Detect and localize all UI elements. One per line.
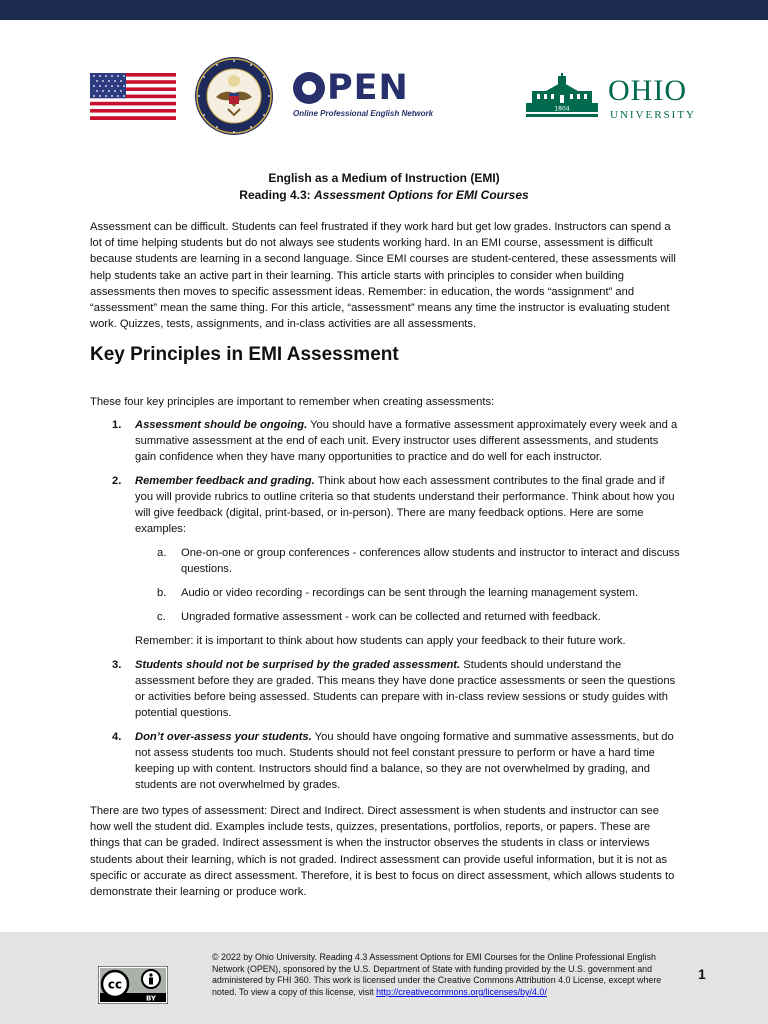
principle-number: 4.: [112, 731, 122, 743]
svg-text:cc: cc: [107, 977, 123, 992]
title-line-2: [0, 187, 768, 204]
principles-list: [90, 417, 680, 801]
option-letter: c.: [157, 611, 166, 623]
open-logo: [291, 68, 434, 120]
title-line-1: English as a Medium of Instruction (EMI): [268, 171, 500, 185]
cutler-hall-icon: [526, 73, 598, 119]
ohio-year: 1804: [554, 105, 570, 113]
ohio-university-label: UNIVERSITY: [610, 109, 696, 121]
principle-item: [90, 657, 680, 721]
principle-text: You should have a formative assessment approximately every week and a summative assessment at the end of each unit. Every instructor uses different assessments, and students gain confidence when they have many opportunities to practice and do well for each instructor.: [135, 419, 678, 463]
us-flag-icon: [90, 73, 176, 120]
page-number: 1: [698, 966, 706, 982]
creative-commons-by-icon: [98, 966, 168, 1004]
principle-label: Remember feedback and grading.: [135, 475, 315, 487]
intro-paragraph: Assessment can be difficult. Students can feel frustrated if they work hard but get low grades. Instructors can spend a lot of time helping students but do not always see students working hard. In an EMI course, assessment is difficult because students are learning in a second language. Since EMI courses are student-centered, these assessments will help students take an active part in their learning. This article starts with principles to consider when building assessments then moves to specific assessment ideas. Remember: in education, the words “assignment” and “assessment” mean the same thing. For this article, “assessment” means any time the instructor is evaluating student work. Quizzes, tests, assignments, and in-class activities are all assessments.: [90, 221, 676, 331]
top-bar: [0, 0, 768, 20]
open-wordmark: PEN: [327, 68, 409, 108]
page-footer: [0, 932, 768, 1024]
globe-icon: [293, 72, 325, 104]
license-statement: © 2022 by Ohio University. Reading 4.3 Assessment Options for EMI Courses for the Online Professional English Network (OPEN), sponsored by the U.S. Department of State with funding provided by the U.S. government and administered by FHI 360. This work is licensed under the Creative Commons Attribution 4.0 License, except where noted. To view a copy of this license, visit: [212, 952, 662, 997]
option-text: One-on-one or group conferences - conferences allow students and instructor to interact and discuss questions.: [181, 547, 680, 575]
title-reading-name: Assessment Options for EMI Courses: [313, 188, 529, 202]
principles-lead: These four key principles are important to remember when creating assessments:: [90, 396, 495, 408]
feedback-options-list: [135, 545, 680, 625]
principle-label: Assessment should be ongoing.: [135, 419, 308, 431]
principle-item: [90, 729, 680, 793]
principle-item: [90, 417, 680, 465]
principle-number: 3.: [112, 659, 122, 671]
option-letter: a.: [157, 547, 167, 559]
option-letter: b.: [157, 587, 167, 599]
assessment-types-paragraph: There are two types of assessment: Direct and Indirect. Direct assessment is when students and instructor can see how well the student did. Examples include tests, quizzes, presentations, portfolios, reports, or papers. These are things that can be graded. Indirect assessment is when the instructor observes the students in class or interviews students about their learning, which is not graded. Indirect assessment can provide useful information, but it is not as specific or accurate as direct assessment. Therefore, it is best to focus on direct assessment, which allows students to demonstrate their learning or produce work.: [90, 805, 675, 899]
feedback-reminder: Remember: it is important to think about how students can apply your feedback to their future work.: [135, 635, 626, 647]
feedback-option: [135, 609, 680, 625]
principle-text: Students should understand the assessment before they are graded. This means they have done practice assessments or seen the questions or activities before being assessed. Students can prepare with in-class review sessions or study guides with potential questions.: [135, 659, 676, 719]
ohio-name: OHIO: [608, 74, 687, 107]
principle-item: [90, 473, 680, 649]
option-text: Ungraded formative assessment - work can be collected and returned with feedback.: [181, 611, 601, 623]
open-subtitle: Online Professional English Network: [293, 109, 434, 118]
title-reading-label: Reading 4.3:: [239, 188, 314, 202]
principle-number: 2.: [112, 475, 122, 487]
document-title: [0, 170, 768, 204]
department-of-state-seal-icon: [194, 55, 274, 137]
principle-text: You should have ongoing formative and summative assessments, but do not assess students too much. Students should not feel constant pressure to perform or have a hard time keeping up with content. Instructors should find a balance, so they are not overwhelmed by grading, and students are not overwhelmed by grades.: [135, 731, 674, 791]
feedback-option: [135, 585, 680, 601]
cc-by-label: BY: [145, 994, 157, 1003]
option-text: Audio or video recording - recordings can be sent through the learning management system.: [181, 587, 639, 599]
license-text: [212, 952, 662, 998]
logo-row: [0, 52, 768, 142]
principle-label: Don’t over-assess your students.: [135, 731, 312, 743]
principle-label: Students should not be surprised by the graded assessment.: [135, 659, 461, 671]
principle-text: Think about how each assessment contributes to the final grade and if you will provide rubrics to outline criteria so that students understand their performance. Think about how you will give feedback (digital, print-based, or in-person). There are many feedback options. Here are some examples:: [135, 475, 675, 535]
ohio-university-logo: [526, 73, 706, 125]
principle-number: 1.: [112, 419, 122, 431]
section-heading: Key Principles in EMI Assessment: [90, 344, 399, 365]
feedback-option: [135, 545, 680, 577]
license-link[interactable]: http://creativecommons.org/licenses/by/4.0/: [376, 986, 547, 997]
